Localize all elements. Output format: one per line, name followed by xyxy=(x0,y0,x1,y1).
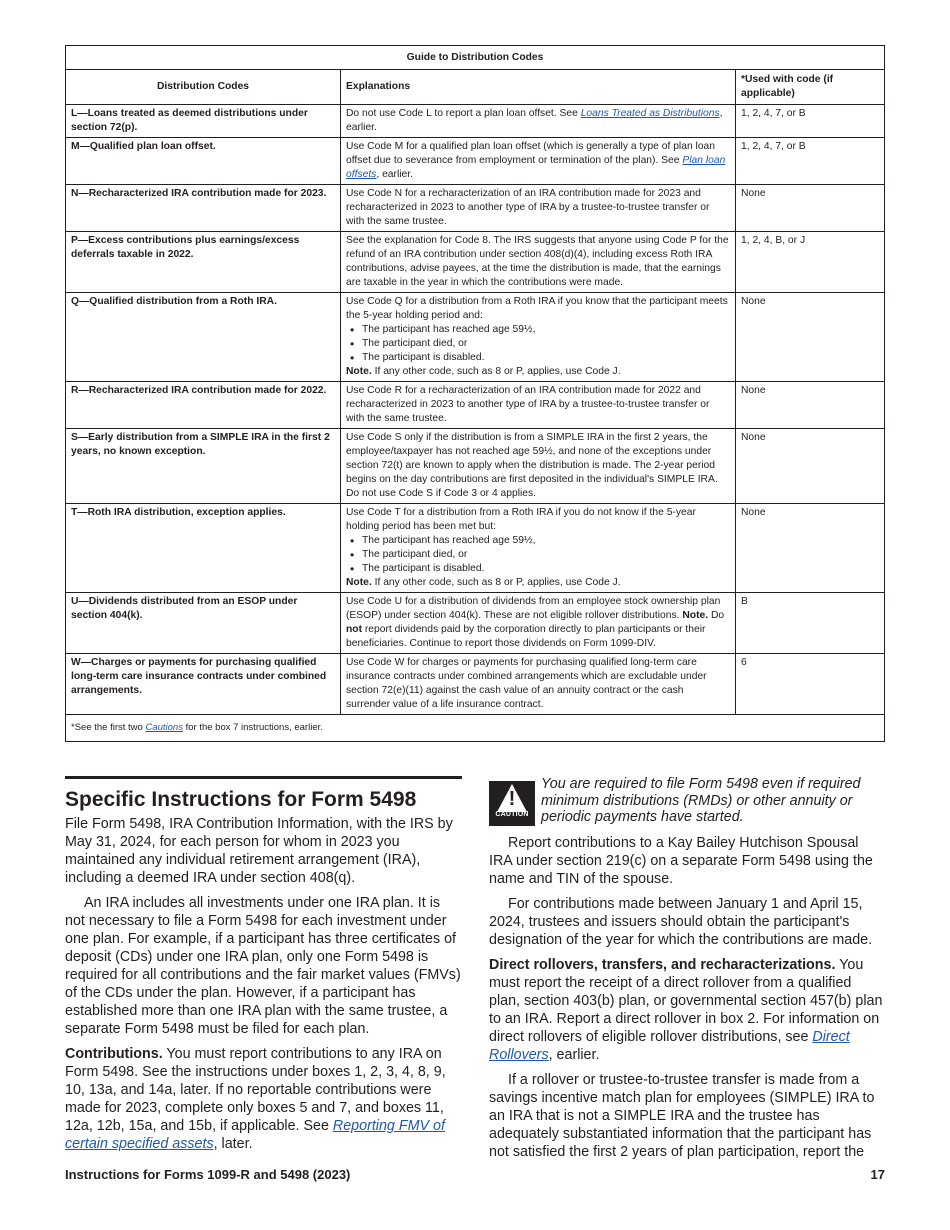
paragraph-direct-rollovers xyxy=(489,956,885,1064)
explanation-cell xyxy=(341,138,736,185)
explanation-cell: Use Code S only if the distribution is from a SIMPLE IRA in the first 2 years, the employee/taxpayer has not reached age 59½, and none of the exceptions under section 72(t) are known to apply when the distribution is made. The 2-year period begins on the day contributions are first deposited in the individual's SIMPLE IRA. Do not use Code S if Code 3 or 4 applies. xyxy=(341,429,736,504)
reporting-fmv-link[interactable]: Reporting FMV of certain specified assets xyxy=(65,1118,445,1152)
section-heading: Specific Instructions for Form 5498 xyxy=(65,788,417,811)
table-row xyxy=(66,105,885,138)
used-with-cell: 1, 2, 4, B, or J xyxy=(736,232,885,293)
paragraph: For contributions made between January 1 and April 15, 2024, trustees and issuers should obtain the participant's designation of the year for which the contributions are made. xyxy=(489,896,873,948)
code-cell: R—Recharacterized IRA contribution made for 2022. xyxy=(66,382,341,429)
explanation-cell xyxy=(341,504,736,593)
page-number: 17 xyxy=(870,1167,885,1182)
table-row xyxy=(66,429,885,504)
bullet-item: • The participant is disabled. xyxy=(346,562,730,576)
used-with-cell: 6 xyxy=(736,654,885,715)
table-row xyxy=(66,232,885,293)
table-row xyxy=(66,654,885,715)
paragraph: If a rollover or trustee-to-trustee transfer is made from a savings incentive match plan for employees (SIMPLE) IRA to an IRA that is not a SIMPLE IRA and the trustee has adequately substantiated information that the participant has not satisfied the first 2 years of plan participation, report the xyxy=(489,1072,875,1160)
explanation-text: , earlier. xyxy=(376,169,413,180)
cautions-link[interactable]: Cautions xyxy=(145,722,183,733)
explanation-text: Do not use Code L to report a plan loan offset. See xyxy=(346,108,581,119)
distribution-codes-table xyxy=(65,45,885,742)
paragraph-contributions xyxy=(65,1045,462,1153)
right-column xyxy=(489,776,885,1168)
run-in-heading: Contributions. xyxy=(65,1046,163,1062)
explanation-cell: See the explanation for Code 8. The IRS suggests that anyone using Code P for the refund of an IRA contribution under section 408(d)(4), including excess Roth IRA contributions, advise payees, at the time the distribution is made, that the earnings are taxable in the year in which the contributions were made. xyxy=(341,232,736,293)
paragraph-text: , earlier. xyxy=(548,1047,600,1063)
code-cell: U—Dividends distributed from an ESOP under section 404(k). xyxy=(66,593,341,654)
header-used-with-code: *Used with code (if applicable) xyxy=(736,70,885,105)
footer-title: Instructions for Forms 1099-R and 5498 (2023) xyxy=(65,1167,351,1182)
table-row xyxy=(66,293,885,382)
caution-label: CAUTION xyxy=(495,811,529,818)
used-with-cell: None xyxy=(736,185,885,232)
code-cell: Q—Qualified distribution from a Roth IRA. xyxy=(66,293,341,382)
table-row xyxy=(66,504,885,593)
footnote-text: for the box 7 instructions, earlier. xyxy=(182,722,323,733)
code-cell: W—Charges or payments for purchasing qualified long-term care insurance contracts under combined arrangements. xyxy=(66,654,341,715)
note xyxy=(346,576,730,590)
explanation-text: Use Code T for a distribution from a Roth IRA if you do not know if the 5-year holding period has been met but: xyxy=(346,507,696,532)
footnote-text: *See the first two xyxy=(71,722,146,733)
left-column xyxy=(65,776,462,1160)
code-cell: T—Roth IRA distribution, exception applies. xyxy=(66,504,341,593)
code-cell: S—Early distribution from a SIMPLE IRA in the first 2 years, no known exception. xyxy=(66,429,341,504)
bullet-item: • The participant is disabled. xyxy=(346,351,730,365)
page-footer xyxy=(65,1167,885,1182)
note-text: If any other code, such as 8 or P, applies, use Code J. xyxy=(371,366,621,377)
table-footnote xyxy=(66,715,885,742)
code-cell: N—Recharacterized IRA contribution made for 2023. xyxy=(66,185,341,232)
used-with-cell: 1, 2, 4, 7, or B xyxy=(736,138,885,185)
explanation-cell xyxy=(341,593,736,654)
explanation-text: Use Code U for a distribution of dividends from an employee stock ownership plan (ESOP) under section 404(k). These are not eligible rollover distributions. xyxy=(346,596,721,621)
code-cell: P—Excess contributions plus earnings/excess deferrals taxable in 2022. xyxy=(66,232,341,293)
note-text: Do xyxy=(708,610,725,621)
note-label: Note. xyxy=(682,610,709,621)
explanation-cell: Use Code N for a recharacterization of an IRA contribution made for 2023 and recharacterized in 2023 to another type of IRA by a trustee-to-trustee transfer or with the same trustee. xyxy=(341,185,736,232)
explanation-cell xyxy=(341,105,736,138)
plan-loan-offsets-link[interactable]: Plan loan offsets xyxy=(346,155,726,180)
exclamation-icon: ! xyxy=(508,788,516,810)
caution-icon xyxy=(489,781,535,826)
paragraph-text: You must report contributions to any IRA on Form 5498. See the instructions under boxes 1, 2, 3, 4, 8, 9, 10, 13a, and 14a, later. If no reportable contributions were made for 2023, complete only boxes 5 and 7, and boxes 11, 12a, 12b, 15a, and 15b, if applicable. See xyxy=(65,1046,446,1134)
caution-text: You are required to file Form 5498 even if required minimum distributions (RMDs) or other annuity or periodic payments have started. xyxy=(541,776,861,825)
explanation-text: Use Code M for a qualified plan loan offset (which is generally a type of plan loan offset due to severance from employment or termination of the plan). See xyxy=(346,141,715,166)
explanation-text: Use Code Q for a distribution from a Roth IRA if you know that the participant meets the 5-year holding period and: xyxy=(346,296,728,321)
note-emphasis: not xyxy=(346,624,363,635)
explanation-cell: Use Code R for a recharacterization of an IRA contribution made for 2022 and recharacterized in 2023 to another type of IRA by a trustee-to-trustee transfer or with the same trustee. xyxy=(341,382,736,429)
note-label: Note. xyxy=(346,366,372,377)
loans-treated-link[interactable]: Loans Treated as Distributions xyxy=(580,108,720,119)
table-footnote-row xyxy=(66,715,885,742)
used-with-cell: None xyxy=(736,382,885,429)
paragraph: File Form 5498, IRA Contribution Information, with the IRS by May 31, 2024, for each person for whom in 2023 you maintained any individual retirement arrangement (IRA), including a deemed IRA under section 408(q). xyxy=(65,816,453,886)
paragraph: An IRA includes all investments under one IRA plan. It is not necessary to file a Form 5498 for each investment under one plan. For example, if a participant has three certificates of deposit (CDs) under one IRA plan, only one Form 5498 is required for all contributions and the fair market values (FMVs) of the CDs under the plan. However, if a participant has established more than one IRA plan with the same trustee, a separate Form 5498 must be filed for each plan. xyxy=(65,895,461,1037)
paragraph-text: , later. xyxy=(213,1136,253,1152)
paragraph-text: You must report the receipt of a direct rollover from a qualified plan, section 403(b) plan, or governmental section 457(b) plan to an IRA. Report a direct rollover in box 2. For information on direct rollovers of eligible rollover distributions, see xyxy=(489,957,883,1045)
explanation-cell xyxy=(341,293,736,382)
table-title: Guide to Distribution Codes xyxy=(66,46,885,70)
code-cell: M—Qualified plan loan offset. xyxy=(66,138,341,185)
used-with-cell: None xyxy=(736,293,885,382)
table-row xyxy=(66,185,885,232)
used-with-cell: None xyxy=(736,429,885,504)
table-row xyxy=(66,593,885,654)
header-explanations: Explanations xyxy=(341,70,736,105)
note xyxy=(346,365,730,379)
table-row xyxy=(66,382,885,429)
used-with-cell: B xyxy=(736,593,885,654)
bullet-item: • The participant died, or xyxy=(346,548,730,562)
bullet-item: • The participant has reached age 59½, xyxy=(346,323,730,337)
bullet-list xyxy=(346,534,730,576)
explanation-cell: Use Code W for charges or payments for purchasing qualified long-term care insurance contracts under combined arrangements which are excludable under section 72(e)(11) against the cash value of an annuity contract or the cash surrender value of a life insurance contract. xyxy=(341,654,736,715)
explanation-text: , earlier. xyxy=(346,108,723,133)
direct-rollovers-link[interactable]: Direct Rollovers xyxy=(489,1029,850,1063)
bullet-list xyxy=(346,323,730,365)
used-with-cell: None xyxy=(736,504,885,593)
used-with-cell: 1, 2, 4, 7, or B xyxy=(736,105,885,138)
note-text: If any other code, such as 8 or P, applies, use Code J. xyxy=(371,577,621,588)
bullet-item: • The participant has reached age 59½, xyxy=(346,534,730,548)
table-row xyxy=(66,138,885,185)
caution-box xyxy=(489,776,885,826)
note-label: Note. xyxy=(346,577,372,588)
code-cell: L—Loans treated as deemed distributions under section 72(p). xyxy=(66,105,341,138)
note-text: report dividends paid by the corporation directly to plan participants or their beneficiaries. Continue to report those dividends on Form 1099-DIV. xyxy=(346,624,706,649)
paragraph: Report contributions to a Kay Bailey Hutchison Spousal IRA under section 219(c) on a separate Form 5498 using the name and TIN of the spouse. xyxy=(489,835,873,887)
run-in-heading: Direct rollovers, transfers, and recharacterizations. xyxy=(489,957,836,973)
section-rule xyxy=(65,776,462,779)
bullet-item: • The participant died, or xyxy=(346,337,730,351)
header-distribution-codes: Distribution Codes xyxy=(66,70,341,105)
